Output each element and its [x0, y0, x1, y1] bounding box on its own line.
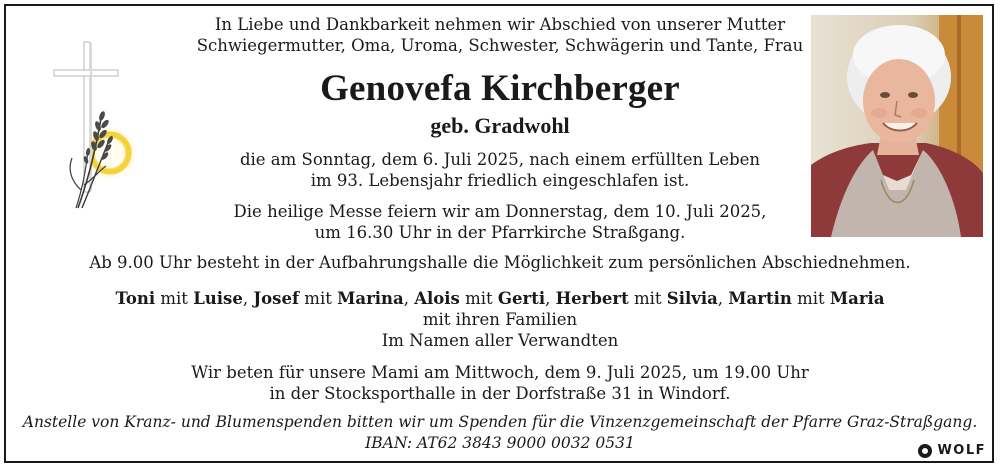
logo-ring-icon — [918, 444, 932, 458]
intro-text — [0, 14, 1000, 56]
mass-notice — [0, 201, 1000, 243]
family-couple — [728, 289, 884, 308]
deceased-name: Genovefa Kirchberger — [320, 68, 680, 109]
family-couple — [556, 289, 723, 308]
family-couple — [253, 289, 409, 308]
family-with: mit — [633, 289, 662, 308]
intro-line-1: In Liebe und Dankbarkeit nehmen wir Abschied von unserer Mutter — [214, 15, 786, 34]
family-couples-line — [0, 288, 1000, 309]
family-with: mit — [797, 289, 825, 308]
viewing-notice — [0, 252, 1000, 273]
family-member: Maria — [829, 289, 885, 308]
viewing-line: Ab 9.00 Uhr besteht in der Aufbahrungshalle die Möglichkeit zum persönlichen Abschiednehmen. — [89, 253, 911, 272]
family-couple — [414, 289, 550, 308]
mass-line-1: Die heilige Messe feiern wir am Donnerstag, dem 10. Juli 2025, — [233, 202, 767, 221]
death-line-1: die am Sonntag, dem 6. Juli 2025, nach einem erfüllten Leben — [239, 150, 761, 169]
death-line-2: im 93. Lebensjahr friedlich eingeschlafen ist. — [310, 171, 690, 190]
wolf-logo — [918, 443, 986, 458]
iban-line: IBAN: AT62 3843 9000 0032 0531 — [365, 434, 635, 452]
family-member: Herbert — [555, 289, 629, 308]
death-notice — [0, 149, 1000, 191]
family-couple — [115, 289, 248, 308]
logo-text: WOLF — [937, 443, 986, 458]
families-line: mit ihren Familien — [422, 310, 578, 329]
family-section — [0, 288, 1000, 351]
relatives-line: Im Namen aller Verwandten — [381, 331, 619, 350]
prayer-line-2: in der Stocksporthalle in der Dorfstraße 31 in Windorf. — [269, 384, 731, 403]
prayer-line-1: Wir beten für unsere Mami am Mittwoch, dem 9. Juli 2025, um 19.00 Uhr — [191, 363, 809, 382]
donation-notice — [0, 412, 1000, 454]
family-member: Gerti — [497, 289, 546, 308]
family-member: Martin — [728, 289, 792, 308]
family-with: mit — [465, 289, 493, 308]
family-member: Silvia — [666, 289, 718, 308]
family-separator: , — [403, 289, 409, 308]
family-separator: , — [717, 289, 724, 308]
family-member: Josef — [253, 289, 300, 308]
mass-line-2: um 16.30 Uhr in der Pfarrkirche Straßgang. — [314, 223, 686, 242]
maiden-name: geb. Gradwohl — [430, 113, 570, 138]
family-member: Marina — [337, 289, 404, 308]
family-member: Alois — [414, 289, 460, 308]
family-member: Luise — [193, 289, 243, 308]
prayer-notice — [0, 362, 1000, 404]
family-with: mit — [304, 289, 332, 308]
family-with: mit — [160, 289, 188, 308]
donation-line: Anstelle von Kranz- und Blumenspenden bitten wir um Spenden für die Vinzenzgemeinschaft der Pfarre Graz-Straßgang. — [22, 413, 978, 431]
intro-line-2: Schwiegermutter, Oma, Uroma, Schwester, Schwägerin und Tante, Frau — [196, 36, 804, 55]
family-separator: , — [242, 289, 249, 308]
family-member: Toni — [115, 289, 156, 308]
family-separator: , — [545, 289, 551, 308]
